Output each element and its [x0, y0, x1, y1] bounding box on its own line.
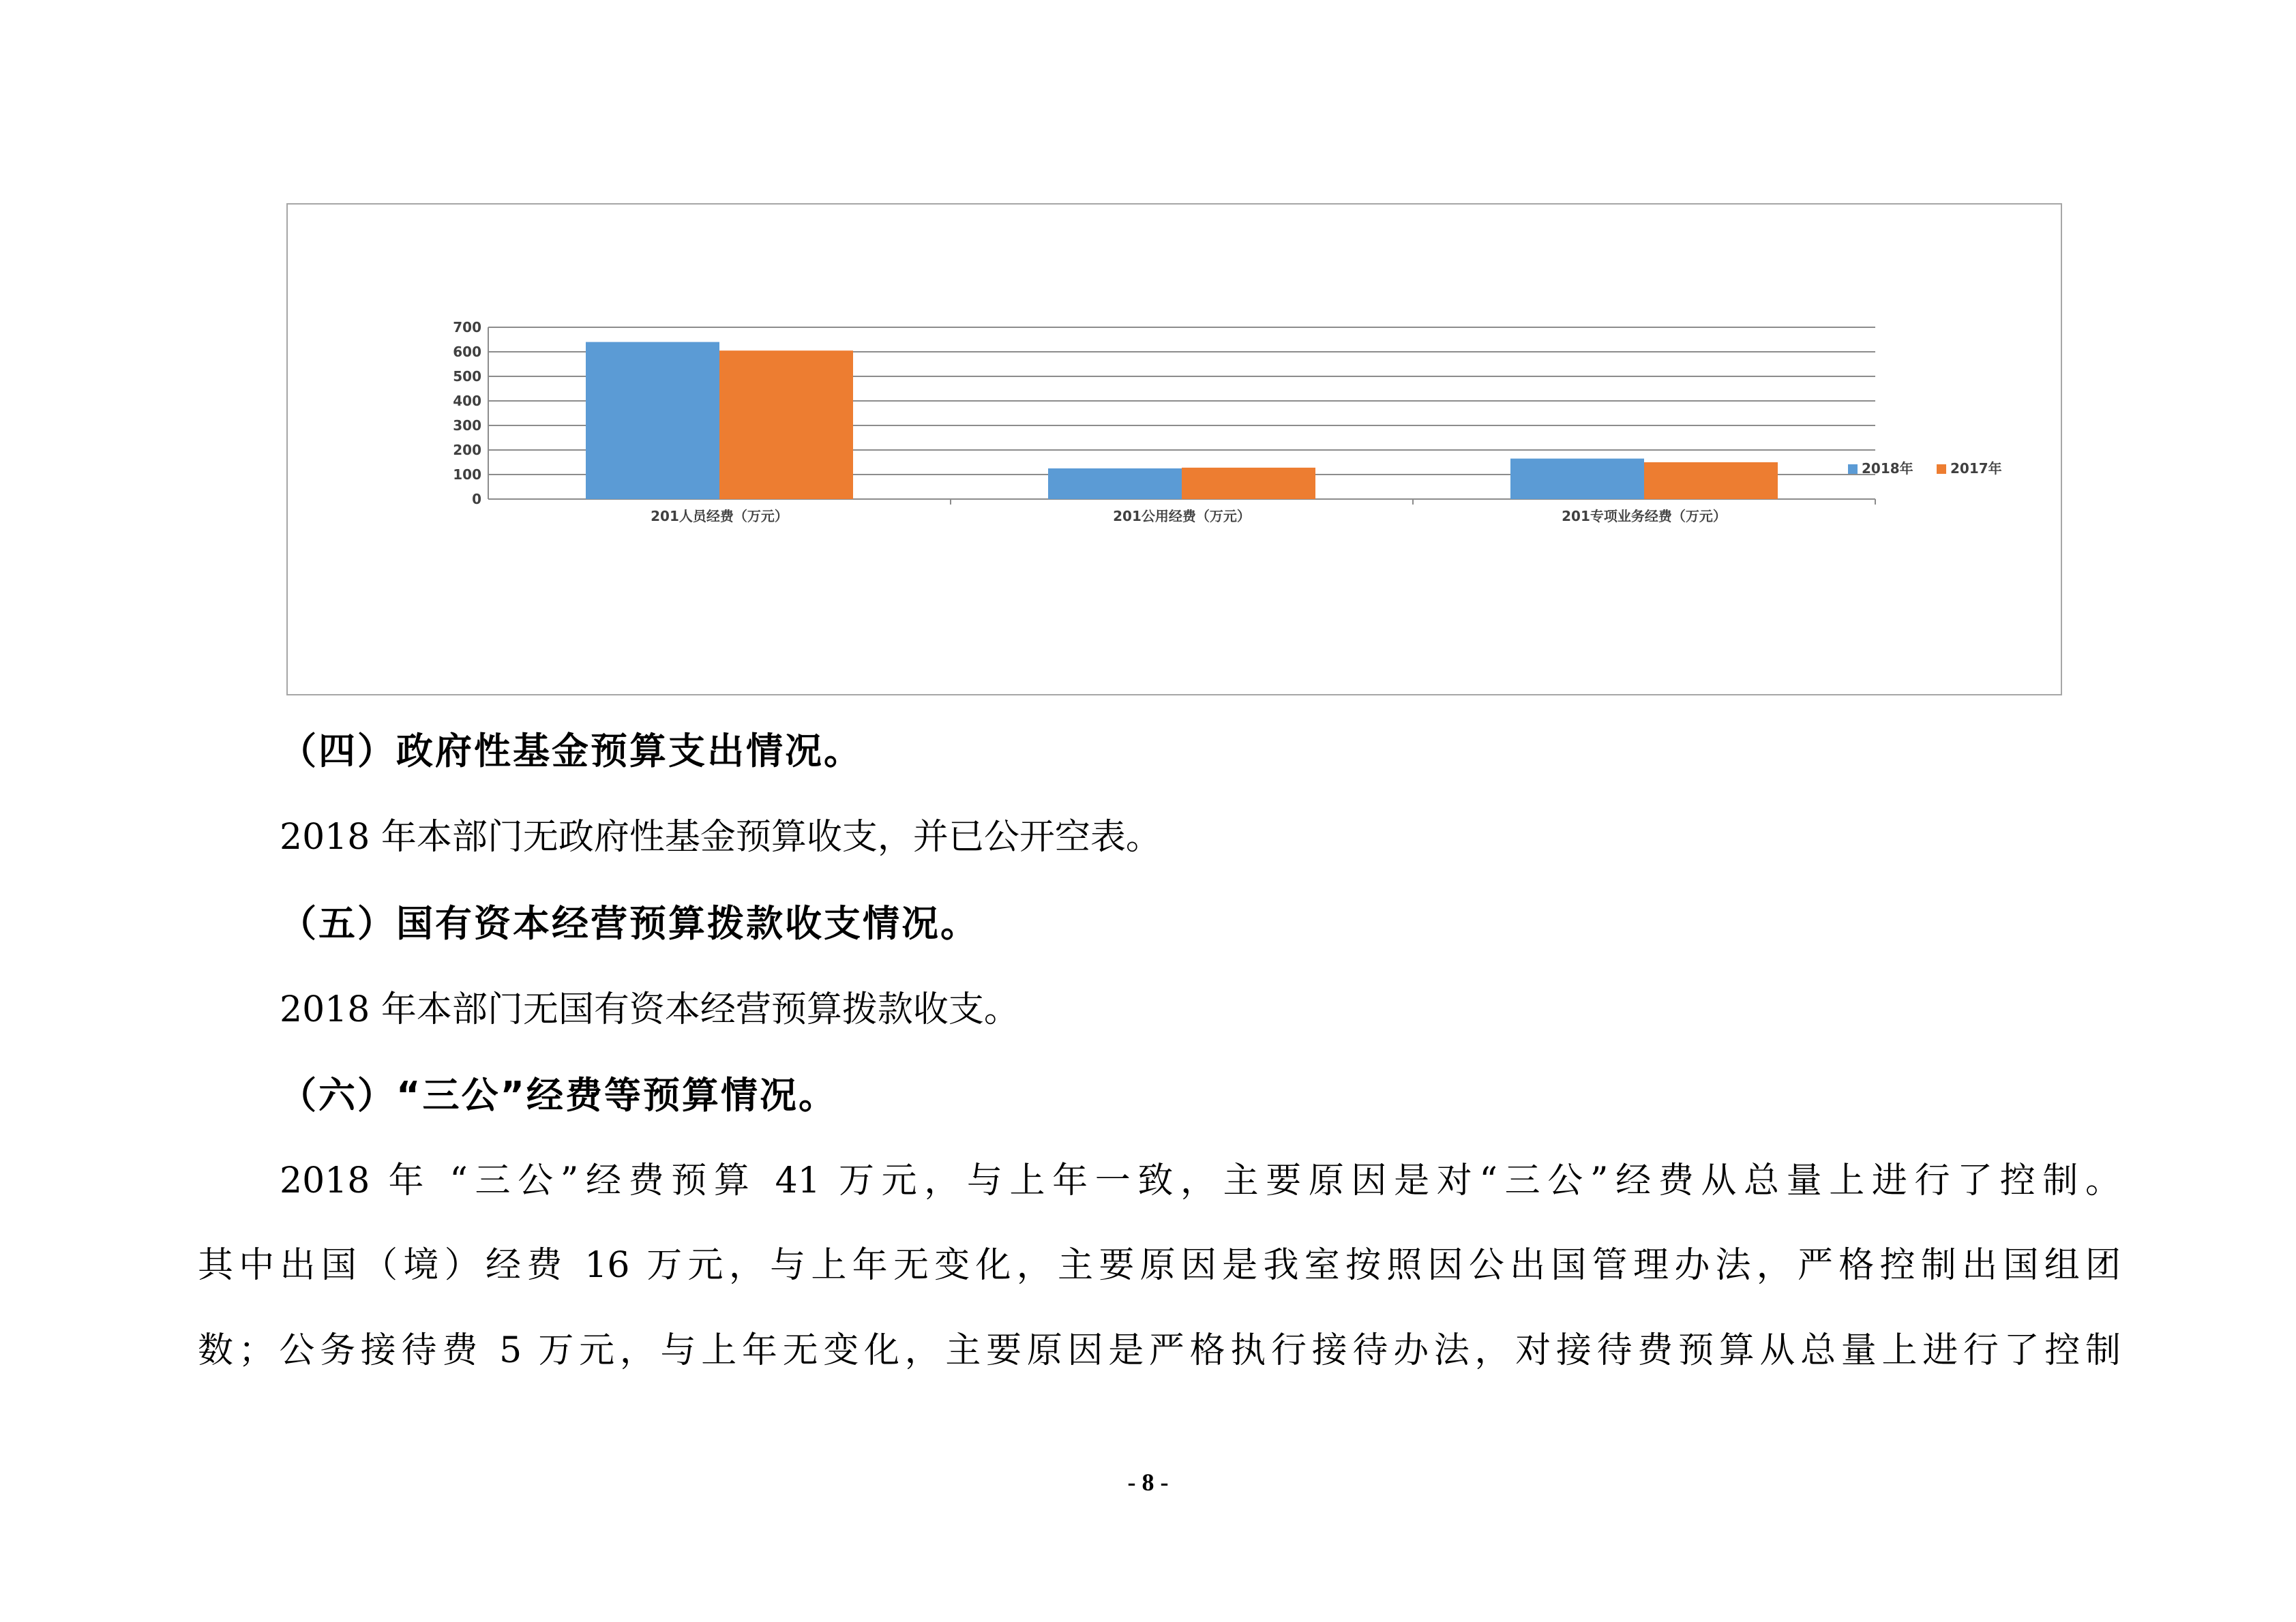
legend-label-2017年: 2017年	[1950, 460, 2002, 477]
section-6-line-2: 其中出国（境）经费 16 万元，与上年无变化，主要原因是我室按照因公出国管理办法，严格控制出国组团	[198, 1245, 2121, 1286]
legend-label-2018年: 2018年	[1862, 460, 1913, 477]
y-tick-label-500: 500	[453, 368, 481, 385]
bar-2018年-2	[1048, 468, 1182, 499]
y-tick-label-400: 400	[453, 393, 481, 409]
bar-2018年-1	[586, 342, 719, 499]
section-6-line-1: 2018 年 “三公”经费预算 41 万元，与上年一致，主要原因是对“三公”经费从总量上进行了控制。	[280, 1160, 2121, 1201]
category-label-3: 201专项业务经费（万元）	[1562, 508, 1727, 524]
legend-swatch-2018年	[1848, 464, 1858, 474]
page-number: - 8 -	[1127, 1469, 1169, 1496]
bar-2017年-3	[1644, 462, 1778, 499]
section-4-heading: （四）政府性基金预算支出情况。	[280, 730, 863, 772]
y-tick-label-100: 100	[453, 466, 481, 483]
y-tick-label-200: 200	[453, 442, 481, 458]
section-5-heading: （五）国有资本经营预算拨款收支情况。	[280, 902, 979, 945]
category-label-1: 201人员经费（万元）	[651, 508, 788, 524]
section-5-body: 2018 年本部门无国有资本经营预算拨款收支。	[280, 989, 1019, 1030]
section-6-heading: （六）“三公”经费等预算情况。	[280, 1074, 837, 1117]
section-4-body: 2018 年本部门无政府性基金预算收支，并已公开空表。	[280, 817, 1161, 858]
legend-swatch-2017年	[1937, 464, 1946, 474]
chart-canvas	[288, 205, 2061, 694]
bar-2018年-3	[1510, 459, 1644, 499]
bar-2017年-1	[719, 350, 853, 499]
category-label-2: 201公用经费（万元）	[1113, 508, 1251, 524]
budget-comparison-chart	[286, 203, 2062, 695]
y-tick-label-700: 700	[453, 319, 481, 335]
y-tick-label-0: 0	[472, 491, 481, 507]
y-tick-label-300: 300	[453, 417, 481, 434]
bar-2017年-2	[1182, 468, 1315, 499]
y-tick-label-600: 600	[453, 344, 481, 360]
section-6-line-3: 数；公务接待费 5 万元，与上年无变化，主要原因是严格执行接待办法，对接待费预算从总量上进行了控制	[198, 1330, 2121, 1371]
